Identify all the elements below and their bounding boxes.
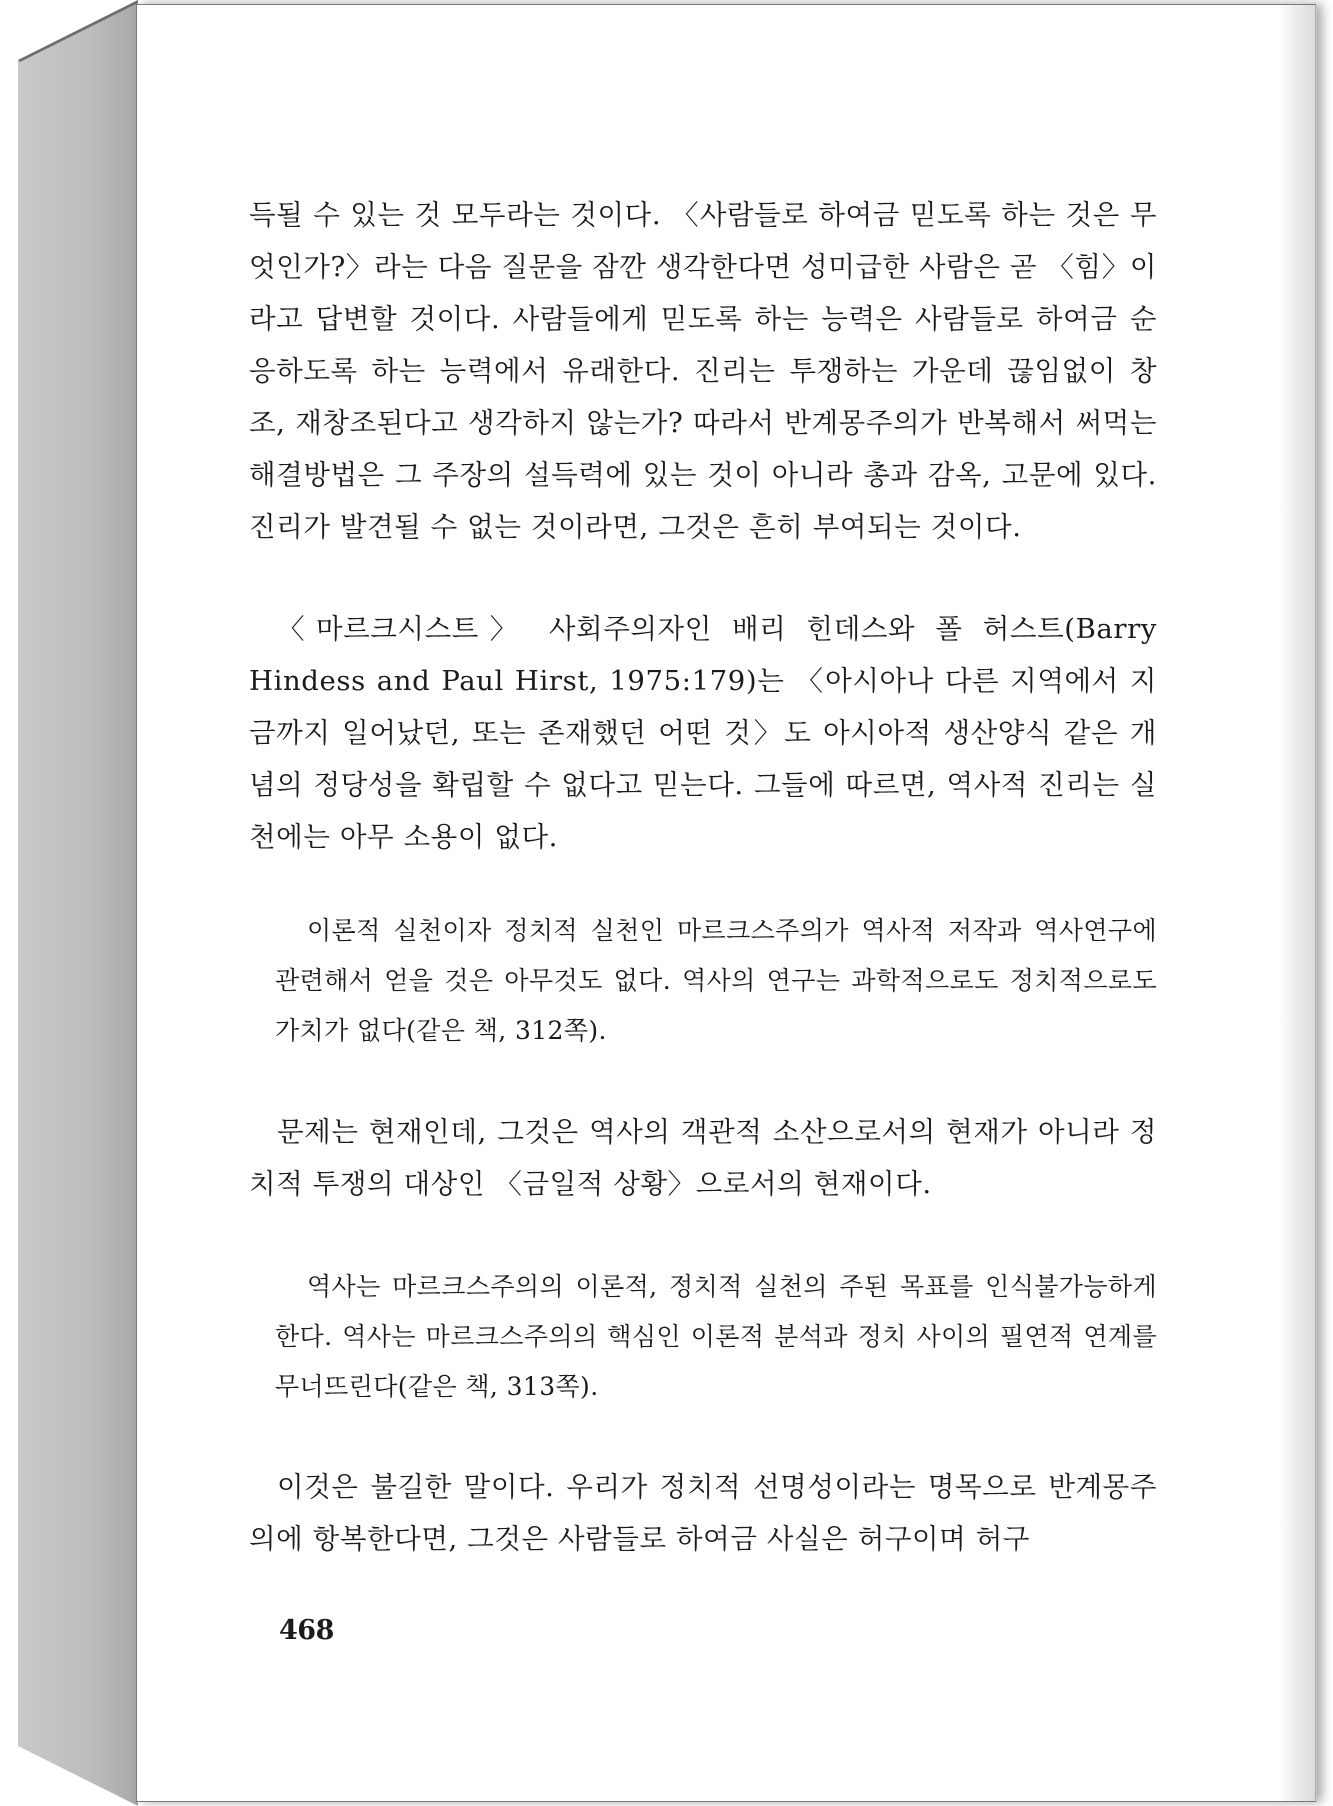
- page-number: 468: [279, 1615, 334, 1646]
- body-paragraph-2: 〈마르크시스트〉 사회주의자인 배리 힌데스와 폴 허스트(Barry Hindess and Paul Hirst, 1975:179)는 〈아시아나 다른 지역에서 지금까지 일어났던, 또는 존재했던 어떤 것〉도 아시아적 생산양식 같은 개념의 정당성을 확립할 수 없다고 믿는다. 그들에 따르면, 역사적 진리는 실천에는 아무 소용이 없다.: [249, 613, 1157, 853]
- body-paragraph-4: 이것은 불길한 말이다. 우리가 정치적 선명성이라는 명목으로 반계몽주의에 항복한다면, 그것은 사람들로 하여금 사실은 허구이며 허구: [249, 1471, 1157, 1555]
- block-quote-2: 역사는 마르크스주의의 이론적, 정치적 실천의 주된 목표를 인식불가능하게 한다. 역사는 마르크스주의의 핵심인 이론적 분석과 정치 사이의 필연적 연계를 무너뜨린다(같은 책, 313쪽).: [275, 1272, 1157, 1401]
- body-paragraph-3: 문제는 현재인데, 그것은 역사의 객관적 소산으로서의 현재가 아니라 정치적 투쟁의 대상인 〈금일적 상황〉으로서의 현재이다.: [249, 1116, 1157, 1200]
- book-spine: [18, 0, 138, 1806]
- block-quote-1: 이론적 실천이자 정치적 실천인 마르크스주의가 역사적 저작과 역사연구에 관련해서 얻을 것은 아무것도 없다. 역사의 연구는 과학적으로도 정치적으로도 가치가 없다(같은 책, 312쪽).: [275, 916, 1157, 1045]
- book-page: [136, 4, 1316, 1802]
- body-paragraph-1: 득될 수 있는 것 모두라는 것이다. 〈사람들로 하여금 믿도록 하는 것은 무엇인가?〉라는 다음 질문을 잠깐 생각한다면 성미급한 사람은 곧 〈힘〉이라고 답변할 것이다. 사람들에게 믿도록 하는 능력은 사람들로 하여금 순응하도록 하는 능력에서 유래한다. 진리는 투쟁하는 가운데 끊임없이 창조, 재창조된다고 생각하지 않는가? 따라서 반계몽주의가 반복해서 써먹는 해결방법은 그 주장의 설득력에 있는 것이 아니라 총과 감옥, 고문에 있다. 진리가 발견될 수 없는 것이라면, 그것은 흔히 부여되는 것이다.: [249, 199, 1157, 543]
